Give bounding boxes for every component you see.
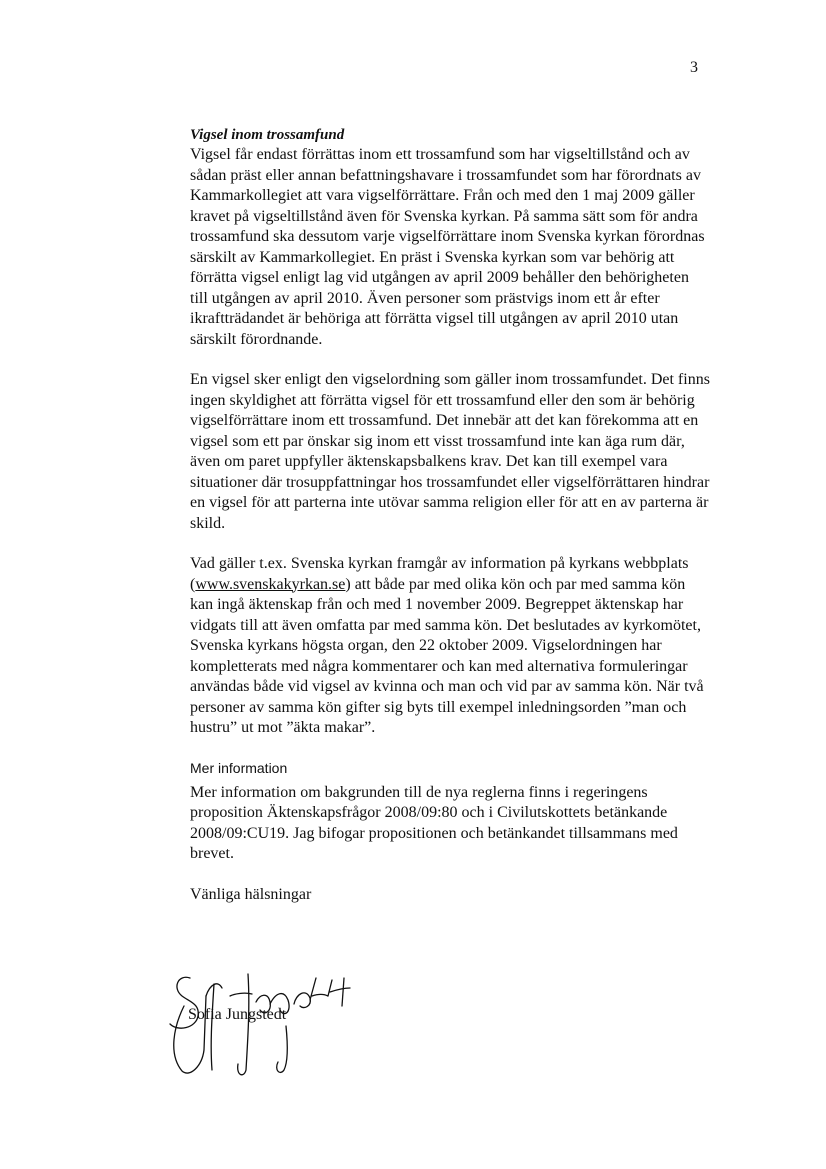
closing-greeting: Vänliga hälsningar: [190, 885, 312, 903]
paragraph-vigseltillstand: Vigsel får endast förrättas inom ett trossamfund som har vigseltillstånd och av sådan präst eller annan befattningshavare i trossamfundet som har förordnats av Kammarkollegiet att vara vigselförrättare. Från och med den 1 maj 2009 gäller kravet på vigseltillstånd även för Svenska kyrkan. På samma sätt som för andra trossamfund ska dessutom varje vigselförrättare inom Svenska kyrkan förordnas särskilt av Kammarkollegiet. En präst i Svenska kyrkan som var behörig att förrätta vigsel enligt lag vid utgången av april 2009 behåller den behörigheten till utgången av april 2010. Även personer som prästvigs inom ett år efter ikraftträdandet är behöriga att förrätta vigsel till utgången av april 2010 utan särskilt förordnande.: [190, 146, 705, 348]
paragraph-vigselordning: En vigsel sker enligt den vigselordning som gäller inom trossamfundet. Det finns ingen skyldighet att förrätta vigsel för ett trossamfund eller den som är behörig vigselförrättare inom ett trossamfund. Det innebär att det kan förekomma att en vigsel som ett par önskar sig inom ett visst trossamfund inte kan äga rum där, även om paret uppfyller äktenskapsbalkens krav. Det kan till exempel vara situationer där trosuppfattningar hos trossamfundet eller vigselförrättaren hindrar en vigsel för att parterna inte utövar samma religion eller för att en av parterna är skild.: [190, 371, 710, 532]
signature-name: Sofia Jungstedt: [188, 1006, 287, 1023]
paragraph-text-start: Vad gäller t.ex. Svenska kyrkan framgår av information på kyrkans webbplats (: [190, 555, 689, 593]
page-number: 3: [690, 59, 698, 76]
paragraph-text-end: ) att både par med olika kön och par med samma kön kan ingå äktenskap från och med 1 november 2009. Begreppet äktenskap har vidgats till att även omfatta par med samma kön. Det beslutades av kyrkomötet, Svenska kyrkans högsta organ, den 22 oktober 2009. Vigselordningen har kompletterats med några kommentarer och kan med alternativa formuleringar användas både vid vigsel av kvinna och man och vid par av samma kön. När två personer av samma kön gifter sig byts till exempel inledningsorden ”man och hustru” ut mot ”äkta makar”.: [190, 575, 704, 736]
section-heading-vigsel: Vigsel inom trossamfund: [190, 127, 345, 143]
website-link[interactable]: www.svenskakyrkan.se: [195, 575, 346, 593]
paragraph-mer-information: Mer information om bakgrunden till de nya reglerna finns i regeringens proposition Äktenskapsfrågor 2008/09:80 och i Civilutskottets betänkande 2008/09:CU19. Jag bifogar propositionen och betänkandet tillsammans med brevet.: [190, 783, 678, 862]
paragraph-svenska-kyrkan: [190, 554, 710, 739]
section-heading-mer-information: Mer information: [190, 759, 288, 776]
signature-block: [160, 966, 380, 1081]
letter-body: [190, 125, 710, 905]
